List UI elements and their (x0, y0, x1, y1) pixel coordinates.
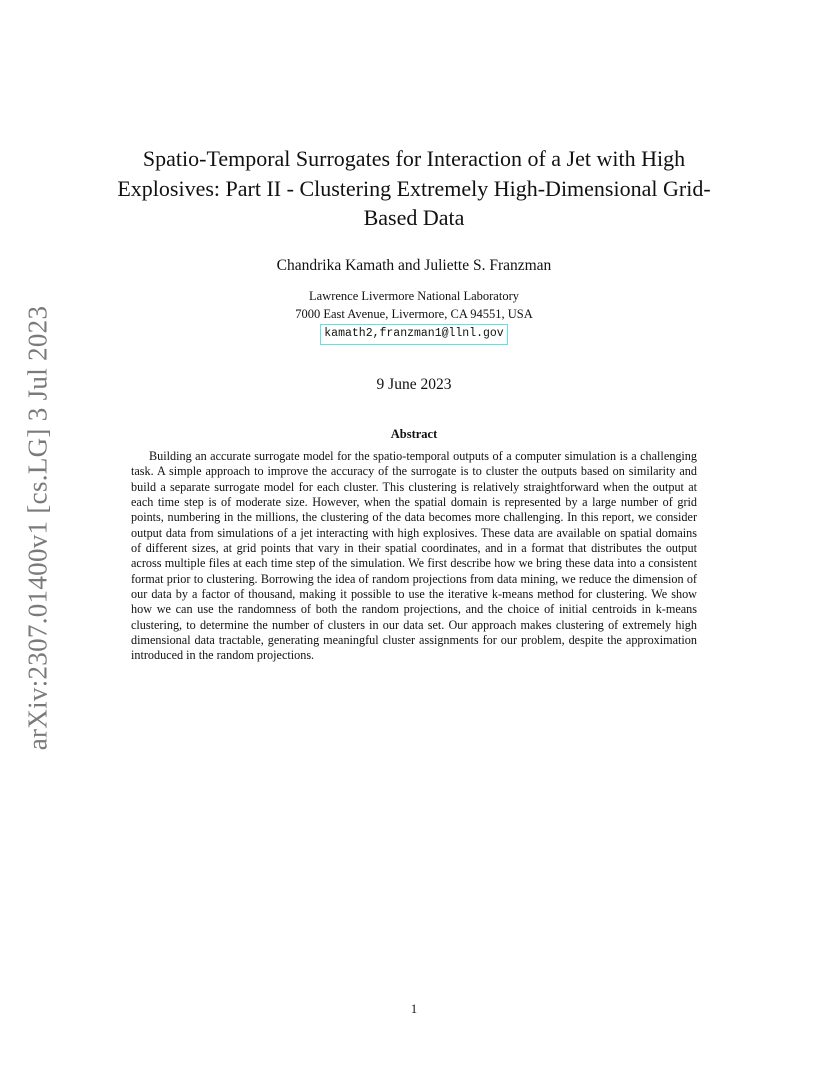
affiliation-block (0, 287, 828, 345)
paper-date: 9 June 2023 (376, 376, 452, 393)
arxiv-identifier-stamp: arXiv:2307.01400v1 [cs.LG] 3 Jul 2023 (22, 305, 53, 751)
author-email-link[interactable]: kamath2,franzman1@llnl.gov (320, 324, 507, 345)
abstract-body: Building an accurate surrogate model for the spatio-temporal outputs of a computer simulation is a challenging task. A simple approach to improve the accuracy of the surrogate is to cluster the outputs based on similarity and build a separate surrogate model for each cluster. This clustering is relatively straightforward when the output at each time step is of moderate size. However, when the spatial domain is represented by a large number of grid points, numbering in the millions, the clustering of the data becomes more challenging. In this report, we consider output data from simulations of a jet interacting with high explosives. These data are available on spatial domains of different sizes, at grid points that vary in their spatial coordinates, and in a format that distributes the output across multiple files at each time step of the simulation. We first describe how we bring these data into a consistent format prior to clustering. Borrowing the idea of random projections from data mining, we reduce the dimension of our data by a factor of thousand, making it possible to use the iterative k-means method for clustering. We show how we can use the randomness of both the random projections, and the choice of initial centroids in k-means clustering, to determine the number of clusters in our data set. Our approach makes clustering of extremely high dimensional data tractable, generating meaningful cluster assignments for our problem, despite the approximation introduced in the random projections. (131, 449, 697, 663)
paper-title: Spatio-Temporal Surrogates for Interaction of a Jet with High Explosives: Part II - Clustering Extremely High-Dimensional Grid-Based Data (117, 146, 711, 230)
abstract-heading: Abstract (390, 427, 438, 441)
paper-authors: Chandrika Kamath and Juliette S. Franzman (276, 257, 552, 274)
page-number: 1 (410, 1002, 418, 1016)
affiliation-address: 7000 East Avenue, Livermore, CA 94551, USA (295, 307, 533, 321)
affiliation-institution: Lawrence Livermore National Laboratory (309, 289, 519, 303)
